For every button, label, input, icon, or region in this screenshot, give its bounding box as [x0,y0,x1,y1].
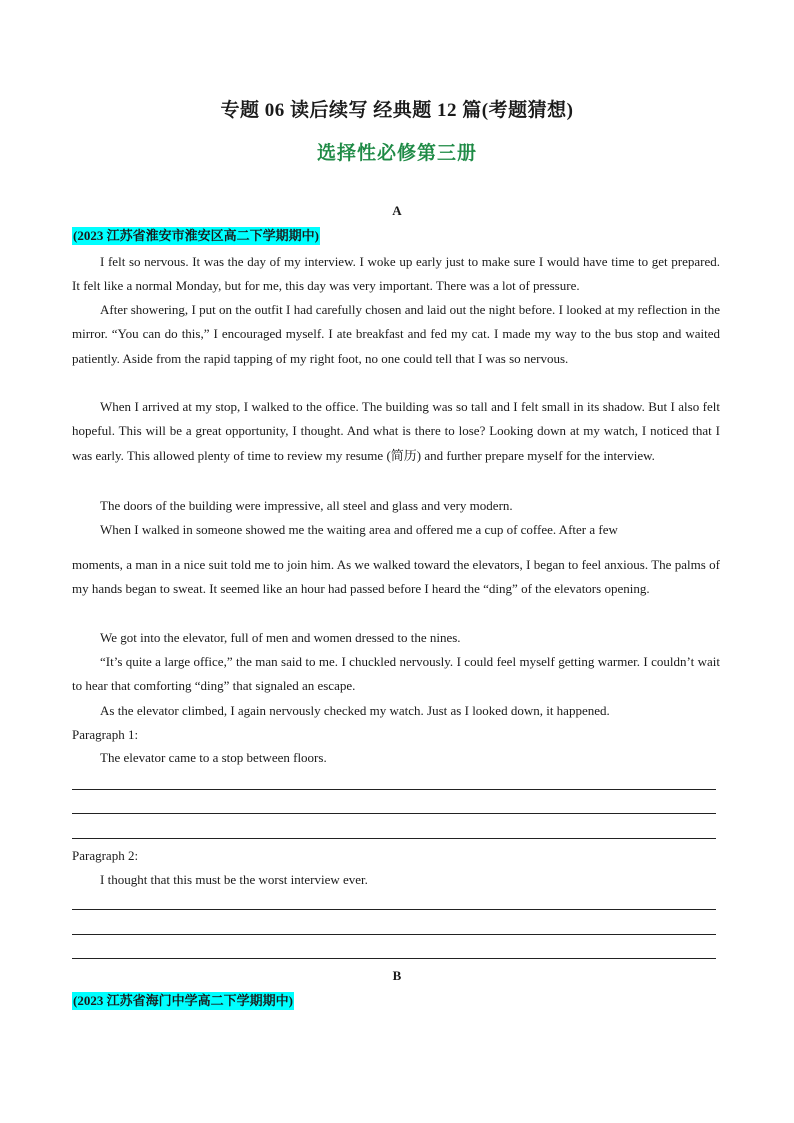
paragraph1-label: Paragraph 1: [72,727,139,742]
writing-line [72,813,716,814]
writing-line [72,934,716,935]
section-a-source: (2023 江苏省淮安市淮安区高二下学期期中) [73,228,319,243]
page-subtitle: 选择性必修第三册 [316,143,477,164]
writing-line [72,958,716,959]
passage-paragraph: After showering, I put on the outfit I had carefully chosen and laid out the night before. I looked at my reflection in the mirror. “You can do this,” I encouraged myself. I ate breakfast and fed my cat. I made my way to the bus stop and waited patiently. Aside from the rapid tapping of my right foot, no one could tell that I was so nervous. [72,302,720,366]
passage-paragraph: When I arrived at my stop, I walked to the office. The building was so tall and I felt small in its shadow. But I also felt hopeful. This will be a great opportunity, I thought. And what is there to lose? Looking down at my watch, I noticed that I was early. This allowed plenty of time to review my resume (简历) and further prepare myself for the interview. [72,399,720,463]
paragraph2-label: Paragraph 2: [72,848,139,863]
section-b-letter: B [392,968,402,983]
passage-paragraph: We got into the elevator, full of men and women dressed to the nines. [100,630,461,645]
passage-paragraph: When I walked in someone showed me the waiting area and offered me a cup of coffee. After a few [100,522,618,537]
passage-paragraph: moments, a man in a nice suit told me to join him. As we walked toward the elevators, I began to feel anxious. The palms of my hands began to sweat. It seemed like an hour had passed before I heard the “ding” of the elevators opening. [72,557,720,597]
passage-paragraph: “It’s quite a large office,” the man said to me. I chuckled nervously. I could feel myself getting warmer. I couldn’t wait to hear that comforting “ding” that signaled an escape. [72,654,720,694]
paragraph2-start: I thought that this must be the worst interview ever. [100,872,368,887]
writing-line [72,838,716,839]
section-a-letter: A [392,203,402,218]
passage-paragraph: As the elevator climbed, I again nervously checked my watch. Just as I looked down, it happened. [100,703,610,718]
page-title: 专题 06 读后续写 经典题 12 篇(考题猜想) [220,100,574,121]
writing-line [72,789,716,790]
writing-line [72,909,716,910]
passage-paragraph: The doors of the building were impressive, all steel and glass and very modern. [100,498,513,513]
passage-paragraph: I felt so nervous. It was the day of my interview. I woke up early just to make sure I would have time to get prepared. It felt like a normal Monday, but for me, this day was very important. There was a lot of pressure. [72,254,720,294]
section-b-source: (2023 江苏省海门中学高二下学期期中) [73,993,293,1008]
paragraph1-start: The elevator came to a stop between floors. [100,750,327,765]
